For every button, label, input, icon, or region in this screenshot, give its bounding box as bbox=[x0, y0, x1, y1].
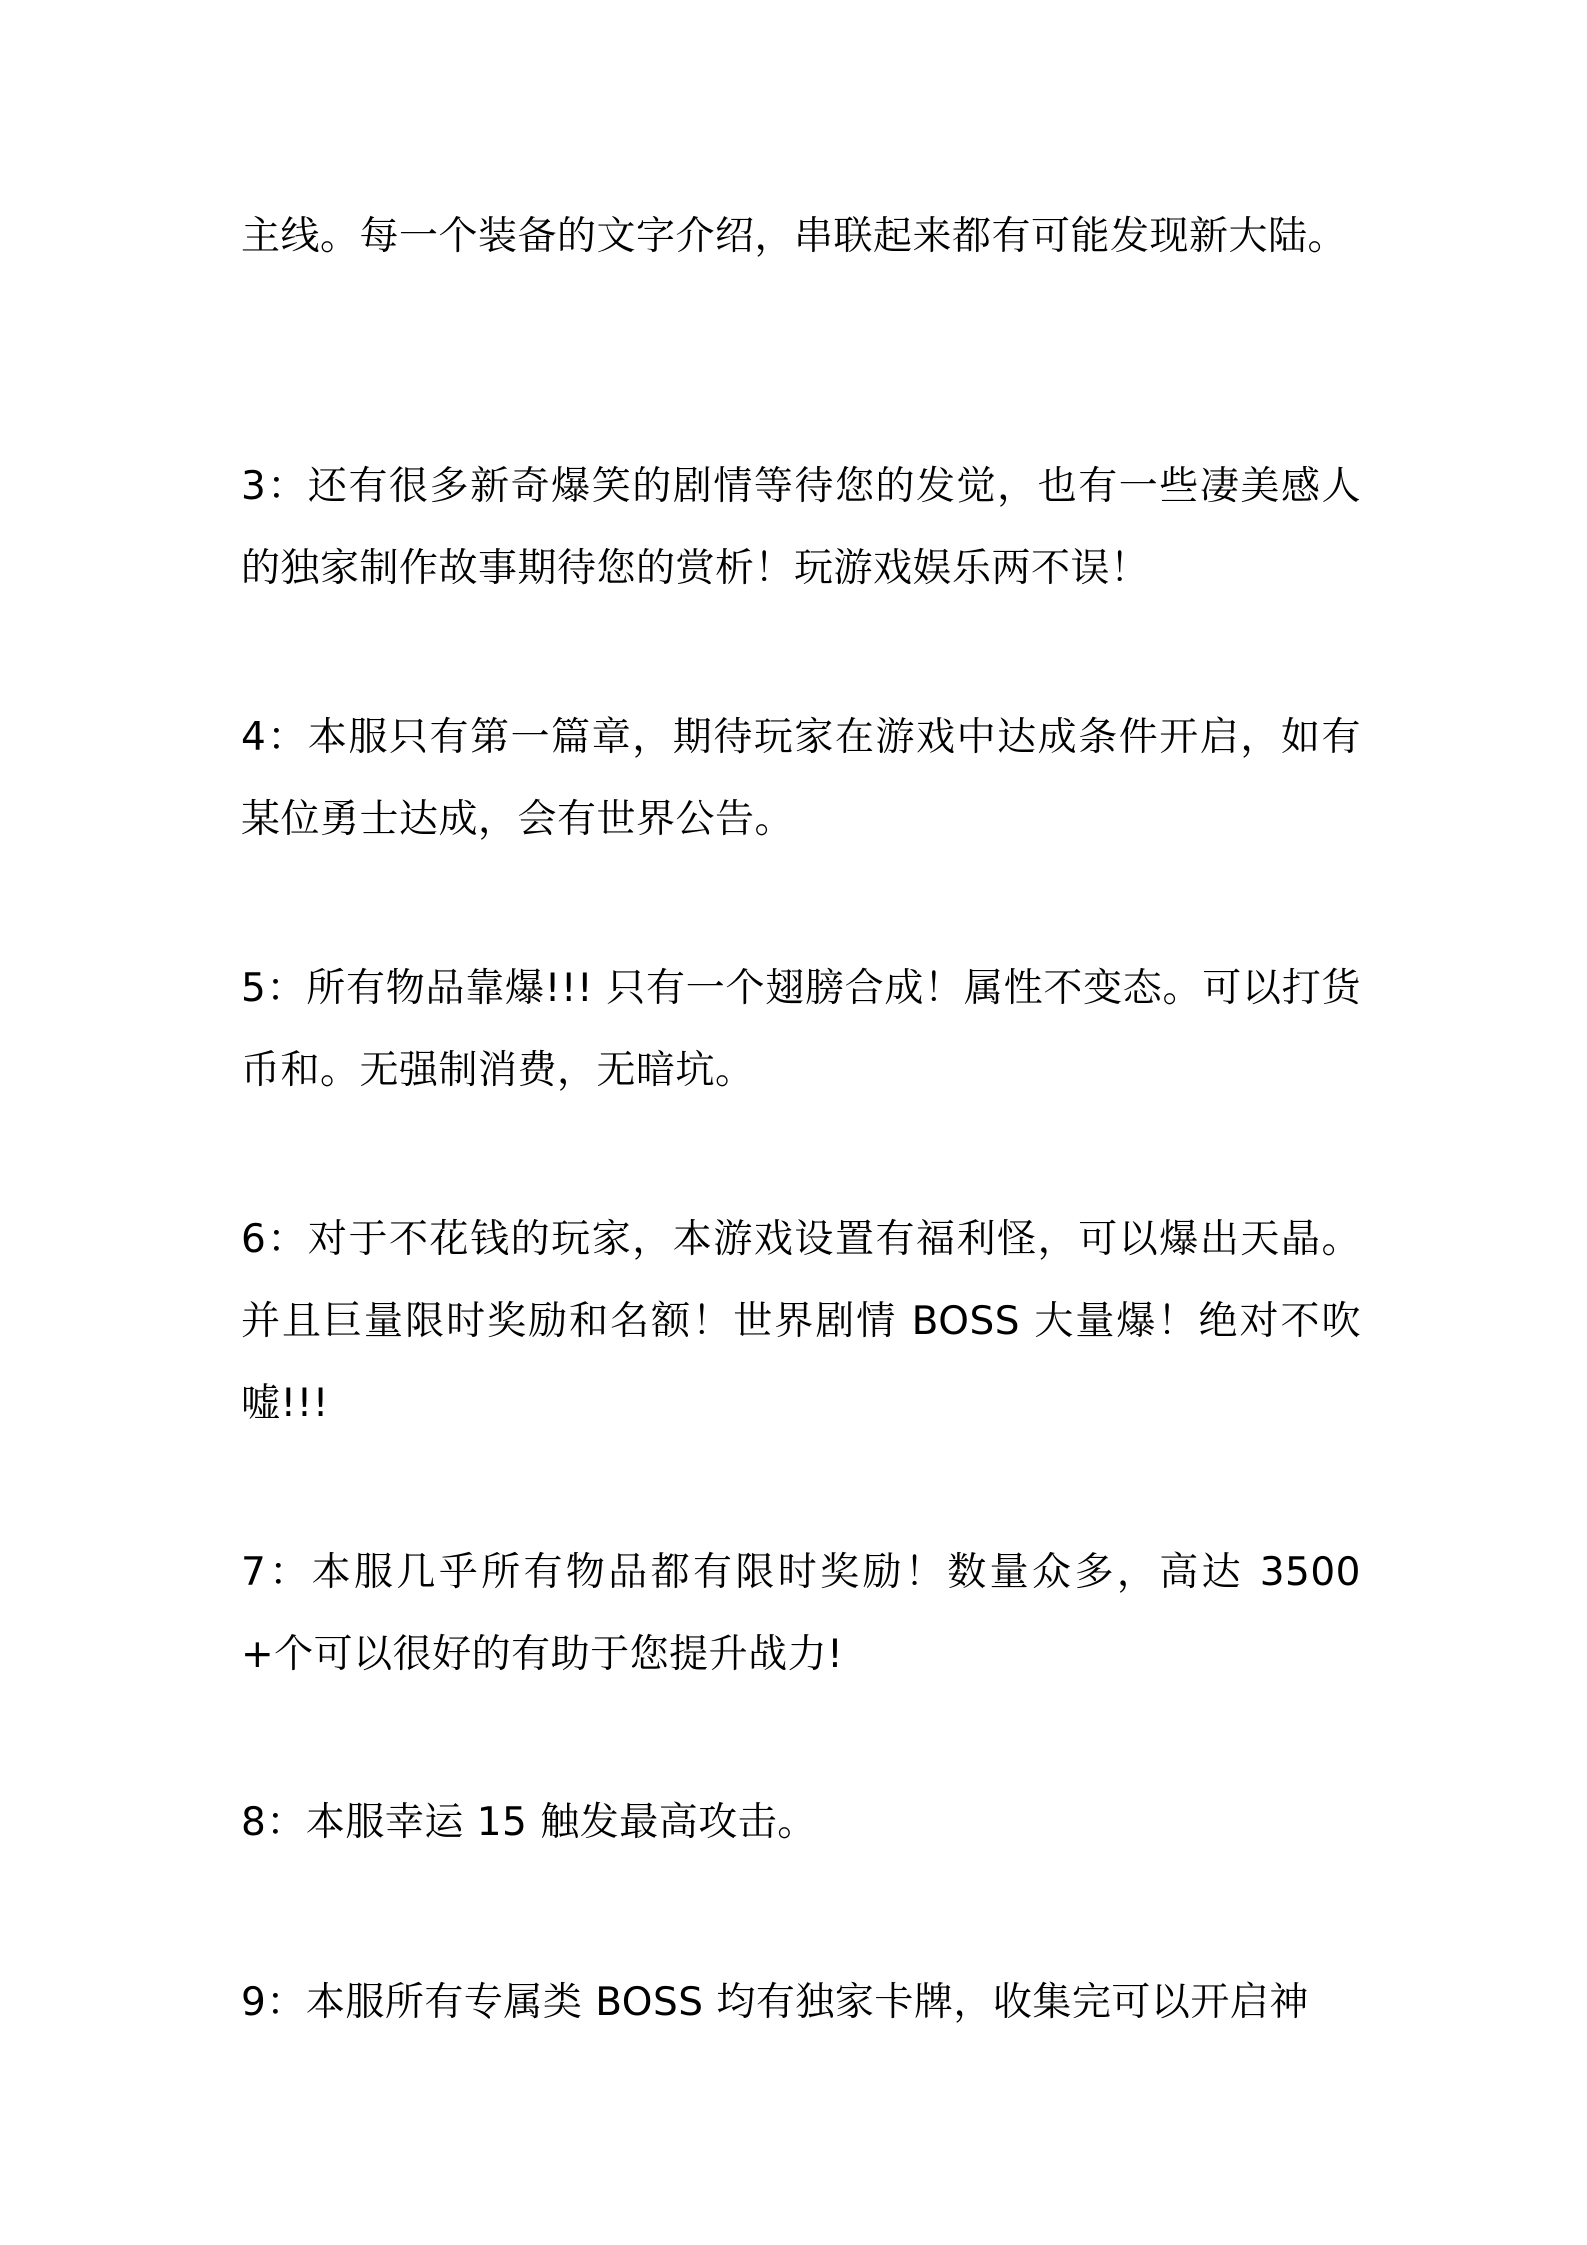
paragraph-item-4: 4：本服只有第一篇章，期待玩家在游戏中达成条件开启，如有某位勇士达成，会有世界公告。 bbox=[241, 715, 1361, 842]
paragraph-item-8: 8：本服幸运 15 触发最高攻击。 bbox=[241, 1800, 817, 1845]
paragraph-item-6: 6：对于不花钱的玩家，本游戏设置有福利怪，可以爆出天晶。并且巨量限时奖励和名额！世界剧情 BOSS 大量爆！绝对不吹嘘!!! bbox=[241, 1217, 1361, 1426]
paragraph-item-9: 9：本服所有专属类 BOSS 均有独家卡牌，收集完可以开启神 bbox=[241, 1980, 1309, 2025]
paragraph-item-7: 7：本服几乎所有物品都有限时奖励！数量众多，高达 3500+个可以很好的有助于您提升战力! bbox=[241, 1550, 1361, 1677]
paragraph-item-3: 3：还有很多新奇爆笑的剧情等待您的发觉，也有一些凄美感人的独家制作故事期待您的赏析！玩游戏娱乐两不误！ bbox=[241, 464, 1361, 591]
paragraph-intro: 主线。每一个装备的文字介绍，串联起来都有可能发现新大陆。 bbox=[241, 214, 1348, 259]
paragraph-item-5: 5：所有物品靠爆!!! 只有一个翅膀合成！属性不变态。可以打货币和。无强制消费，无暗坑。 bbox=[241, 966, 1361, 1093]
